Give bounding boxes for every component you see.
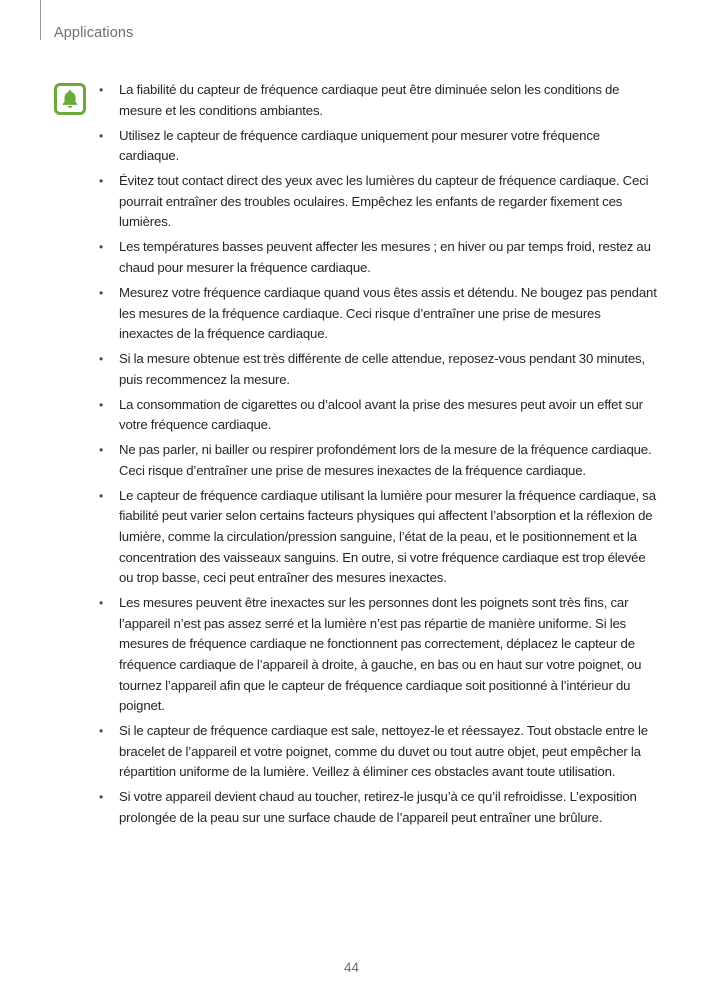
section-title: Applications [54, 25, 134, 41]
notice-list-item [97, 440, 657, 481]
notice-bell-icon [54, 83, 86, 115]
notice-item-text: Si la mesure obtenue est très différente de celle attendue, reposez-vous pendant 30 minutes, puis recommencez la mesure. [119, 351, 646, 387]
notice-item-text: La consommation de cigarettes ou d’alcool avant la prise des mesures peut avoir un effet sur votre fréquence cardiaque. [119, 396, 643, 433]
notice-item-text: Ne pas parler, ni bailler ou respirer profondément lors de la mesure de la fréquence cardiaque. Ceci risque d’entraîner une prise de mesures inexactes de la fréquence cardiaque. [119, 442, 652, 478]
notice-list-item [97, 349, 657, 390]
bullet-icon: • [99, 443, 104, 458]
bullet-icon: • [99, 397, 104, 412]
notice-list-item [97, 237, 657, 278]
bullet-icon: • [99, 488, 104, 503]
notice-item-text: La fiabilité du capteur de fréquence cardiaque peut être diminuée selon les conditions de mesure et les conditions ambiantes. [119, 82, 620, 118]
notice-item-text: Si votre appareil devient chaud au toucher, retirez-le jusqu’à ce qu’il refroidisse. L’exposition prolongée de la peau sur une surface chaude de l’appareil peut entraîner une brûlure. [119, 789, 637, 825]
notice-item-text: Les températures basses peuvent affecter les mesures ; en hiver ou par temps froid, restez au chaud pour mesurer la fréquence cardiaque. [119, 239, 651, 275]
notice-item-text: Utilisez le capteur de fréquence cardiaque uniquement pour mesurer votre fréquence cardiaque. [119, 127, 600, 164]
notice-item-text: Si le capteur de fréquence cardiaque est sale, nettoyez-le et réessayez. Tout obstacle entre le bracelet de l’appareil et votre poignet, comme du duvet ou tout autre objet, peut empêcher la répartition uniforme de la lumière. Veillez à éliminer ces obstacles avant toute utilisation. [119, 723, 648, 780]
notice-list-item [97, 283, 657, 345]
bullet-icon: • [99, 285, 104, 300]
notice-list [97, 80, 657, 833]
notice-list-item [97, 787, 657, 828]
notice-item-text: Évitez tout contact direct des yeux avec les lumières du capteur de fréquence cardiaque. Ceci pourrait entraîner des troubles oculaires. Empêchez les enfants de regarder fixement ces lumières. [119, 173, 649, 230]
notice-list-item [97, 721, 657, 783]
bullet-icon: • [99, 352, 104, 367]
notice-list-item [97, 593, 657, 717]
notice-list-item [97, 395, 657, 436]
bullet-icon: • [99, 83, 104, 97]
bullet-icon: • [99, 240, 104, 255]
page-number: 44 [343, 960, 360, 975]
notice-list-item [97, 171, 657, 233]
notice-list-item [97, 126, 657, 167]
notice-item-text: Mesurez votre fréquence cardiaque quand vous êtes assis et détendu. Ne bougez pas pendant les mesures de la fréquence cardiaque. Ceci risque d’entraîner une prise de mesures inexactes de la fréquence cardiaque. [119, 284, 657, 342]
notice-list-item [97, 486, 657, 589]
header-divider [40, 0, 41, 40]
notice-item-text: Les mesures peuvent être inexactes sur les personnes dont les poignets sont très fins, car l’appareil n’est pas assez serré et la lumière n’est pas répartie de manière uniforme. Si les mesures de fréquence cardiaque ne fonctionnent pas correctement, déplacez le capteur de fréquence cardiaque de l’appareil à droite, à gauche, en bas ou en haut sur votre poignet, ou tournez l’appareil afin que le capteur de fréquence cardiaque soit positionné à l’intérieur du poignet. [119, 595, 642, 714]
notice-item-text: Le capteur de fréquence cardiaque utilisant la lumière pour mesurer la fréquence cardiaque, sa fiabilité peut varier selon certains facteurs physiques qui affectent l’absorption et la réflexion de lumière, comme la circulation/pression sanguine, l’état de la peau, et le positionnement et la concentration des vaisseaux sanguins. En outre, si votre fréquence cardiaque est trop élevée ou trop basse, ceci peut entraîner des mesures inexactes. [119, 487, 656, 586]
notice-list-item [97, 80, 657, 121]
bell-icon [59, 88, 81, 110]
bullet-icon: • [99, 790, 104, 805]
bullet-icon: • [99, 174, 104, 189]
bullet-icon: • [99, 596, 104, 611]
bullet-icon: • [99, 724, 104, 739]
bullet-icon: • [99, 128, 104, 143]
